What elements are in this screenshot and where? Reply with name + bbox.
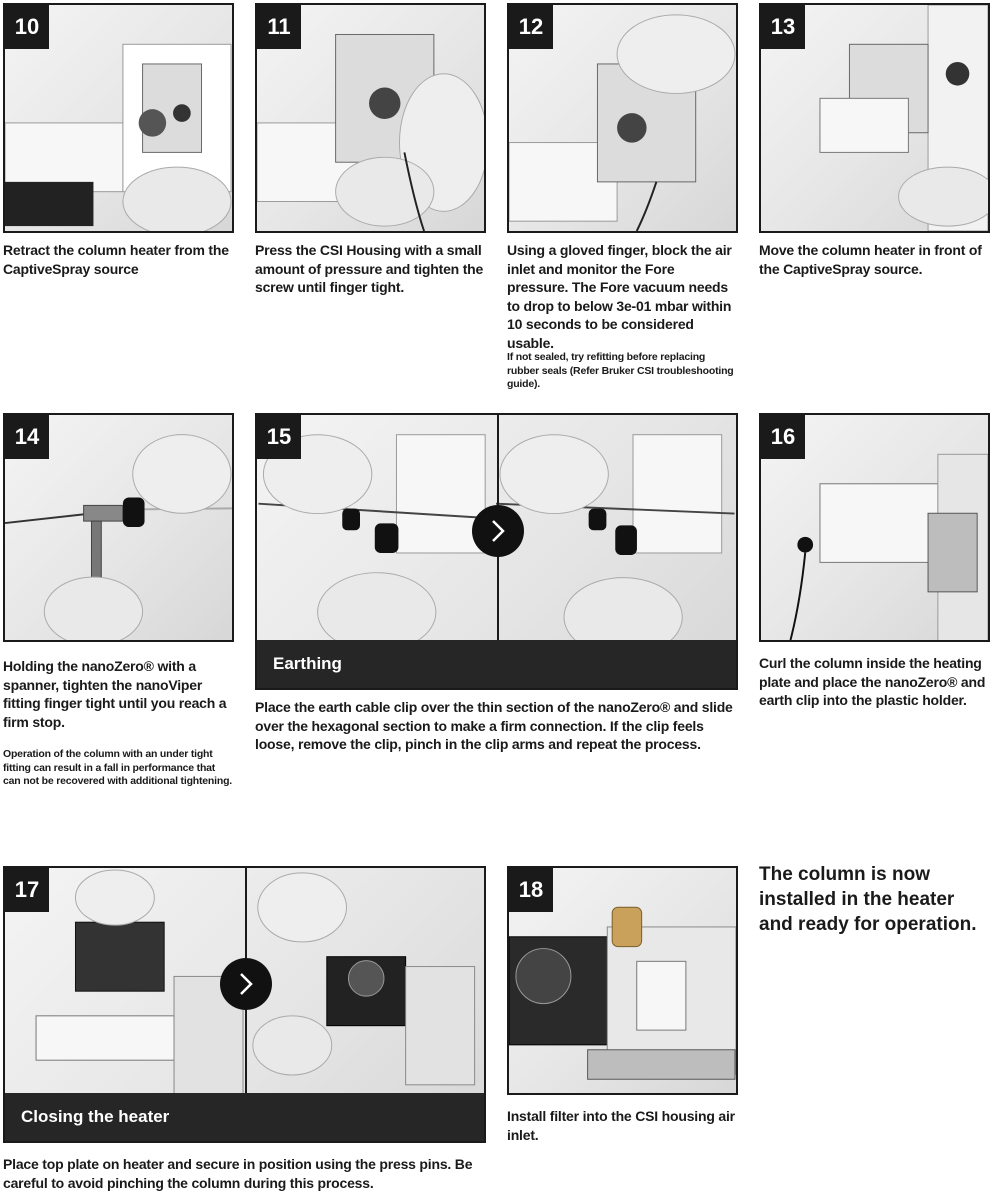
step-number: 15 xyxy=(257,415,301,459)
step-number: 13 xyxy=(761,5,805,49)
step-17-photo xyxy=(3,866,486,1143)
step-11-caption: Press the CSI Housing with a small amount of pressure and tighten the screw until finger tight. xyxy=(255,242,484,295)
step-12-caption: Using a gloved finger, block the air inlet and monitor the Fore pressure. The Fore vacuum needs to drop to below 3e-01 mbar within 10 seconds to be considered usable. xyxy=(507,242,732,351)
step-14-note: Operation of the column with an under tight fitting can result in a fall in performance that can not be recovered with additional tightening. xyxy=(3,748,233,787)
next-arrow-icon xyxy=(472,505,524,557)
step-12-note: If not sealed, try refitting before replacing rubber seals (Refer Bruker CSI troubleshooting guide). xyxy=(507,351,734,390)
step-13-caption: Move the column heater in front of the CaptiveSpray source. xyxy=(759,242,982,277)
step-number: 10 xyxy=(5,5,49,49)
step-number: 11 xyxy=(257,5,301,49)
step-18-caption: Install filter into the CSI housing air inlet. xyxy=(507,1108,735,1143)
step-13-photo xyxy=(759,3,990,233)
step-17-caption: Place top plate on heater and secure in position using the press pins. Be careful to avoid pinching the column during this process. xyxy=(3,1156,473,1191)
step-10-photo xyxy=(3,3,234,233)
step-15-photo xyxy=(255,413,738,690)
step-number: 16 xyxy=(761,415,805,459)
step-11-photo xyxy=(255,3,486,233)
step-14-caption: Holding the nanoZero® with a spanner, tighten the nanoViper fitting finger tight until you reach a firm stop. xyxy=(3,658,227,730)
step-16-photo xyxy=(759,413,990,642)
step-16-caption: Curl the column inside the heating plate and place the nanoZero® and earth clip into the plastic holder. xyxy=(759,655,986,708)
step-18-photo xyxy=(507,866,738,1095)
step-14-photo xyxy=(3,413,234,642)
step-15-bar-label: Earthing xyxy=(257,640,736,688)
step-15-caption: Place the earth cable clip over the thin section of the nanoZero® and slide over the hexagonal section to make a firm connection. If the clip feels loose, remove the clip, pinch in the clip arms and repeat the process. xyxy=(255,699,733,752)
step-10-caption: Retract the column heater from the CaptiveSpray source xyxy=(3,242,229,277)
step-17-bar-label: Closing the heater xyxy=(5,1093,484,1141)
completion-message: The column is now installed in the heater and ready for operation. xyxy=(759,864,977,935)
step-number: 18 xyxy=(509,868,553,912)
step-12-photo xyxy=(507,3,738,233)
next-arrow-icon xyxy=(220,958,272,1010)
step-number: 17 xyxy=(5,868,49,912)
step-number: 14 xyxy=(5,415,49,459)
step-number: 12 xyxy=(509,5,553,49)
